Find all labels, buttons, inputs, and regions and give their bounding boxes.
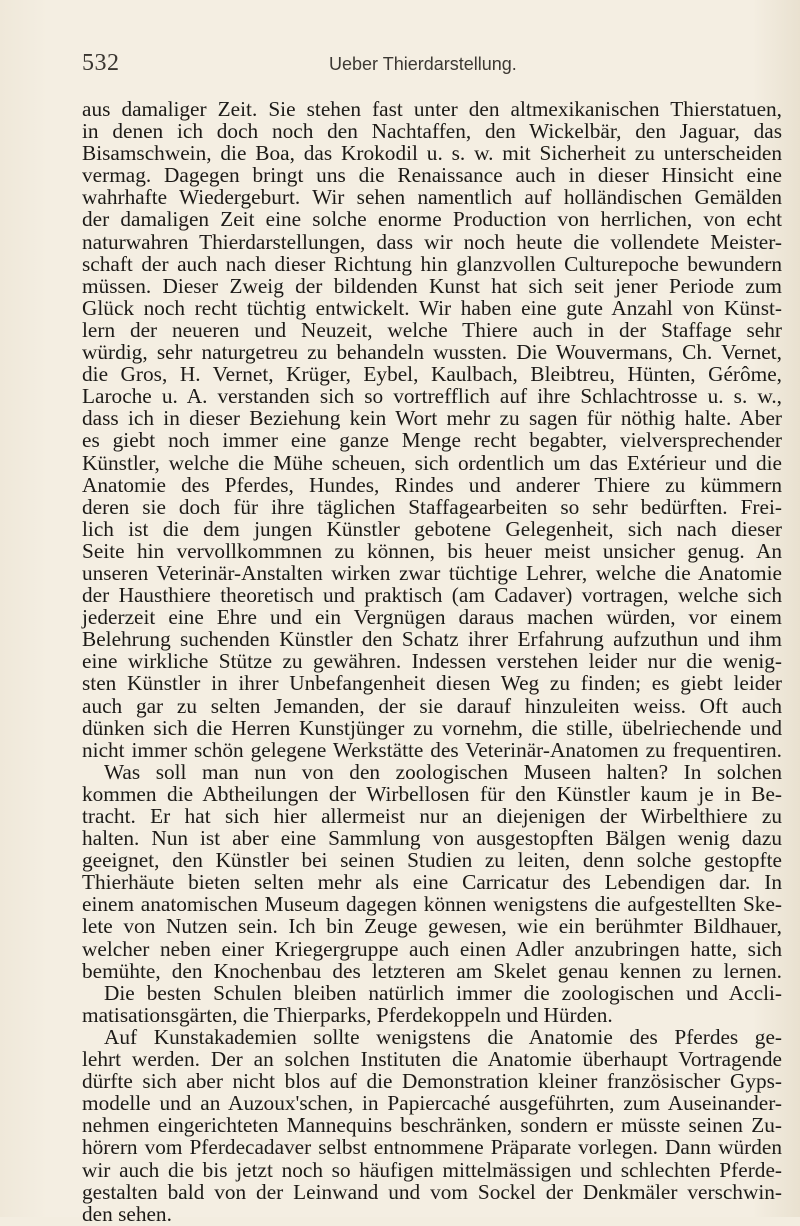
text-line: kommen die Abtheilungen der Wirbellosen für den Künstler kaum je in Be- [82,781,782,806]
text-line: Die besten Schulen bleiben natürlich immer die zoologischen und Accli- [104,980,782,1005]
text-line: Was soll man nun von den zoologischen Museen halten? In solchen [104,759,782,784]
text-line: den sehen. [82,1201,172,1226]
body-text [82,98,782,1225]
text-line: schaft der auch nach dieser Richtung hin glanzvollen Culturepoche bewundern [82,251,782,276]
text-line: lich ist die dem jungen Künstler gebotene Gelegenheit, sich nach dieser [82,516,782,541]
text-line: dass ich in dieser Beziehung kein Wort mehr zu sagen für nöthig halte. Aber [82,406,782,431]
text-line: Thierhäute bieten selten mehr als eine Carricatur des Lebendigen dar. In [82,870,782,895]
text-line: vermag. Dagegen bringt uns die Renaissance auch in dieser Hinsicht eine [82,163,782,188]
text-line: Anatomie des Pferdes, Hundes, Rindes und anderer Thiere zu kümmern [82,472,782,497]
text-line: auch gar zu selten Jemanden, der sie darauf hinzuleiten weiss. Oft auch [82,693,782,718]
text-line: der damaligen Zeit eine solche enorme Production von herrlichen, von echt [82,207,782,232]
text-line: wir auch die bis jetzt noch so häufigen mittelmässigen und schlechten Pferde- [82,1157,782,1182]
text-line: der Hausthiere theoretisch und praktisch (am Cadaver) vortragen, welche sich [82,583,782,608]
text-line: naturwahren Thierdarstellungen, dass wir noch heute die vollendete Meister- [82,229,782,254]
text-line: welcher neben einer Kriegergruppe auch einen Adler anzubringen hatte, sich [82,936,782,961]
text-line: geeignet, den Künstler bei seinen Studien zu leiten, denn solche gestopfte [82,848,782,873]
text-line: nehmen eingerichteten Mannequins beschränken, sondern er müsste seinen Zu- [82,1113,782,1138]
text-line: Auf Kunstakademien sollte wenigstens die Anatomie des Pferdes ge- [104,1024,782,1049]
text-line: einem anatomischen Museum dagegen können wenigstens die aufgestellten Ske- [82,892,782,917]
text-line: sten Künstler in ihrer Unbefangenheit diesen Weg zu finden; es giebt leider [82,671,782,696]
text-line: lete von Nutzen sein. Ich bin Zeuge gewesen, wie ein berühmter Bildhauer, [82,914,782,939]
text-line: dürfte sich aber nicht blos auf die Demonstration kleiner französischer Gyps- [82,1069,782,1094]
text-line: Laroche u. A. verstanden sich so vortrefflich auf ihre Schlachtrosse u. s. w., [82,384,782,409]
text-line: Künstler, welche die Mühe scheuen, sich ordentlich um das Extérieur und die [82,450,782,475]
text-line: jederzeit eine Ehre und ein Vergnügen daraus machen würden, vor einem [82,605,782,630]
text-line: tracht. Er hat sich hier allermeist nur an diejenigen der Wirbelthiere zu [82,804,782,828]
running-head: Ueber Thierdarstellung. [329,54,517,74]
text-line: es giebt noch immer eine ganze Menge recht begabter, vielversprechender [82,428,782,453]
text-line: halten. Nun ist aber eine Sammlung von ausgestopften Bälgen wenig dazu [82,826,782,851]
text-line: Seite hin vervollkommnen zu können, bis heuer meist unsicher genug. An [82,538,782,563]
text-line: Glück noch recht tüchtig entwickelt. Wir haben eine gute Anzahl von Künst- [82,295,782,320]
text-line: unseren Veterinär-Anstalten wirken zwar tüchtige Lehrer, welche die Anatomie [82,560,782,585]
text-line: würdig, sehr naturgetreu zu behandeln wussten. Die Wouvermans, Ch. Vernet, [82,340,782,365]
text-line: gestalten bald von der Leinwand und vom Sockel der Denkmäler verschwin- [82,1179,782,1204]
text-line: in denen ich doch noch den Nachtaffen, den Wickelbär, den Jaguar, das [82,119,782,144]
text-line: dünken sich die Herren Kunstjünger zu vornehm, die stille, übelriechende und [82,715,782,740]
text-line: aus damaliger Zeit. Sie stehen fast unter den altmexikanischen Thierstatuen, [82,97,782,121]
text-line: wahrhafte Wiedergeburt. Wir sehen namentlich auf holländischen Gemälden [82,185,782,210]
text-line: deren sie doch für ihre täglichen Staffagearbeiten so sehr bedürften. Frei- [82,494,782,519]
text-line: bemühte, den Knochenbau des letzteren am Skelet genau kennen zu lernen. [82,958,782,983]
text-line: hörern vom Pferdecadaver selbst entnommene Präparate vorlegen. Dann würden [82,1135,782,1160]
text-line: nicht immer schön gelegene Werkstätte des Veterinär-Anatomen zu frequentiren. [82,737,782,762]
text-line: die Gros, H. Vernet, Krüger, Eybel, Kaulbach, Bleibtreu, Hünten, Gérôme, [82,362,782,387]
text-line: eine wirkliche Stütze zu gewähren. Indessen verstehen leider nur die wenig- [82,649,782,674]
text-line: Bisamschwein, die Boa, das Krokodil u. s. w. mit Sicherheit zu unterscheiden [82,141,782,166]
text-line: modelle und an Auzoux'schen, in Papiercaché ausgeführten, zum Auseinander- [82,1091,782,1116]
page-header [82,50,772,80]
text-line: lehrt werden. Der an solchen Instituten die Anatomie überhaupt Vortragende [82,1047,782,1072]
page-number: 532 [82,50,120,76]
text-line: matisationsgärten, die Thierparks, Pferdekoppeln und Hürden. [82,1002,613,1027]
text-line: lern der neueren und Neuzeit, welche Thiere auch in der Staffage sehr [82,317,782,342]
text-line: müssen. Dieser Zweig der bildenden Kunst hat sich seit jener Periode zum [82,273,782,298]
text-line: Belehrung suchenden Künstler den Schatz ihrer Erfahrung aufzuthun und ihm [82,627,782,652]
